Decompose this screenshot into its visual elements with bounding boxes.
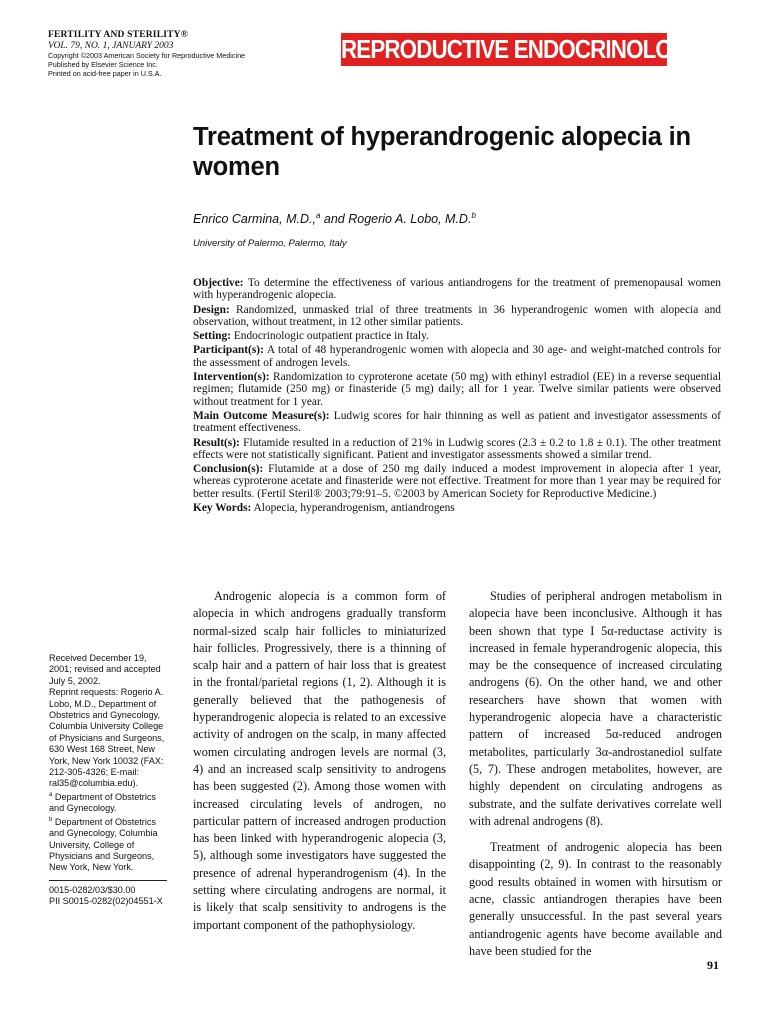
outcome-label: Main Outcome Measure(s): [193, 409, 330, 422]
paper-note: Printed on acid-free paper in U.S.A. [48, 69, 162, 78]
body-paragraph: Treatment of androgenic alopecia has been disappointing (2, 9). In contrast to the reasonably good results obtained in women with hirsutism or acne, classic antiandrogen therapies have been generally unsuccessful. In the past several years antiandrogenic agents have become available and have been studied for the [469, 840, 722, 958]
journal-masthead [48, 31, 245, 78]
setting-text: Endocrinologic outpatient practice in Italy. [233, 330, 429, 343]
body-column-right [469, 588, 722, 960]
abstract [193, 277, 721, 516]
footnote-a-text: Department of Obstetrics and Gynecology. [49, 791, 156, 814]
received-dates: Received December 19, 2001; revised and accepted July 5, 2002. [49, 653, 161, 686]
sidebar-divider [49, 880, 167, 881]
price-code: 0015-0282/03/$30.00 [49, 884, 136, 895]
body-paragraph: Androgenic alopecia is a common form of alopecia in which androgens gradually transform normal-sized scalp hair follicles to miniaturized hair follicles. Progressively, there is a thinning of scalp hair and a pattern of hair loss that is greatest in the frontal/parietal regions (1, 2). Although it is generally believed that the pathogenesis of hyperandrogenic alopecia is related to an excessive activity of androgen on the scalp, in many affected women circulating androgen levels are normal (3, 4) and an increased scalp sensitivity to androgens has been suggested (2). Among those women with increased circulating levels of androgen, no particular pattern of increased androgen production has been linked with hyperandrogenic alopecia (3, 5), although some investigators have suggested the presence of adrenal hyperandrogenism (4). In the setting where circulating androgens are normal, it is likely that scalp sensitivity to androgens is the important component of the pathophysiology. [193, 589, 446, 932]
article-title: Treatment of hyperandrogenic alopecia in women [193, 123, 691, 181]
author-2: Rogerio A. Lobo, M.D. [348, 212, 472, 227]
journal-volume: VOL. 79, NO. 1, JANUARY 2003 [48, 40, 174, 51]
body-column-left [193, 588, 446, 934]
objective-label: Objective: [193, 277, 244, 289]
abstract-interventions [193, 371, 721, 408]
footnote-a-mark: a [49, 791, 53, 798]
author-1-affil-mark: a [315, 211, 321, 220]
outcome-text: Ludwig scores for hair thinning as well as patient and investigator assessments of treatment effectiveness. [193, 409, 721, 435]
results-text: Flutamide resulted in a reduction of 21% in Ludwig scores (2.3 ± 0.2 to 1.8 ± 0.1). The other treatment effects were not statistically significant. Patient and investigator assessments showed a similar trend. [193, 436, 721, 461]
keywords-text: Alopecia, hyperandrogenism, antiandrogens [253, 502, 455, 515]
abstract-setting [193, 330, 721, 342]
section-banner: REPRODUCTIVE ENDOCRINOLOGY [341, 34, 703, 64]
reprint-requests: Reprint requests: Rogerio A. Lobo, M.D., Department of Obstetrics and Gynecology, Columbia University College of Physicians and Surgeons, 630 West 168 Street, New York, New York 10032 (FAX: 212-305-4326; E-mail: ral35@columbia.edu). [49, 687, 165, 789]
author-conjunction: and [320, 212, 349, 227]
design-label: Design: [193, 303, 230, 316]
keywords-label: Key Words: [193, 502, 252, 515]
author-1: Enrico Carmina, M.D., [193, 212, 316, 227]
design-text: Randomized, unmasked trial of three treatments in 36 hyperandrogenic women with alopecia and observation, without treatment, in 12 other similar patients. [193, 303, 721, 328]
article-notes-sidebar [49, 653, 171, 908]
publisher-line: Published by Elsevier Science Inc. [48, 60, 158, 69]
abstract-conclusions [193, 463, 721, 500]
abstract-keywords [193, 502, 721, 514]
author-line [193, 211, 476, 226]
abstract-outcome [193, 410, 721, 435]
conclusions-label: Conclusion(s): [193, 463, 264, 476]
page-number: 91 [707, 958, 719, 972]
abstract-results [193, 437, 721, 462]
abstract-participants [193, 344, 721, 369]
conclusions-text: Flutamide at a dose of 250 mg daily induced a modest improvement in alopecia after 1 year, whereas cyproterone acetate and finasteride were not effective. Treatment for more than 1 year may be required for better results. (Fertil Steril® 2003;79:91–5. ©2003 by American Society for Reproductive Medicine.) [193, 463, 721, 500]
abstract-design [193, 304, 721, 329]
footnote-a [49, 790, 171, 815]
objective-text: To determine the effectiveness of various antiandrogens for the treatment of premenopausal women with hyperandrogenic alopecia. [193, 277, 721, 302]
setting-label: Setting: [193, 330, 231, 343]
footnote-b [49, 815, 171, 874]
copyright-line: Copyright ©2003 American Society for Reproductive Medicine [48, 51, 246, 60]
footnote-b-text: Department of Obstetrics and Gynecology, Columbia University, College of Physicians and Surgeons, New York, New York. [49, 816, 158, 873]
author-2-affil-mark: b [471, 211, 476, 220]
participants-label: Participant(s): [193, 344, 264, 357]
abstract-objective [193, 277, 721, 302]
affiliation: University of Palermo, Palermo, Italy [193, 238, 347, 249]
footnote-b-mark: b [49, 816, 53, 823]
participants-text: A total of 48 hyperandrogenic women with alopecia and 30 age- and weight-matched controls for the assessment of androgen levels. [193, 344, 722, 369]
journal-name: FERTILITY AND STERILITY® [48, 30, 189, 40]
body-paragraph: Studies of peripheral androgen metabolism in alopecia have been inconclusive. Although it has been shown that type I 5α-reductase activity is increased in female hyperandrogenic alopecia, this may be the consequence of increased circulating androgens (6). On the other hand, we and other researchers have shown that women with hyperandrogenic alopecia have a characteristic pattern of increased 5α-reduced androgen metabolites, particularly 3α-androstanediol sulfate (5, 7). These androgen metabolites, however, are highly dependent on circulating androgens as substrate, and the sulfate derivatives correlate well with adrenal androgens (8). [469, 589, 722, 828]
results-label: Result(s): [193, 436, 240, 449]
pii-code: PII S0015-0282(02)04551-X [49, 896, 163, 907]
interventions-text: Randomization to cyproterone acetate (50 mg) with ethinyl estradiol (EE) in a reverse sequential regimen; flutamide (250 mg) or finasteride (5 mg) daily; all for 1 year. Twelve similar patients were observed without treatment for 1 year. [193, 371, 721, 408]
interventions-label: Intervention(s): [193, 371, 270, 384]
